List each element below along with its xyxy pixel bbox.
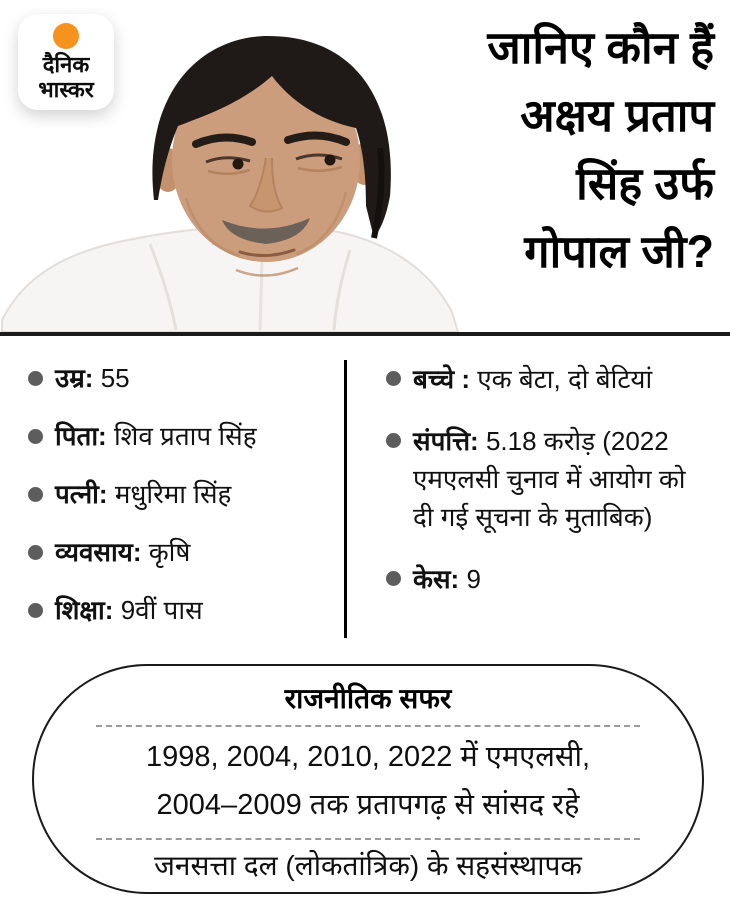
journey-milestone-line1: 1998, 2004, 2010, 2022 में एमएलसी, [145, 741, 591, 773]
bullet-icon [28, 545, 43, 560]
dotted-divider [96, 838, 640, 840]
fact-value: 5.18 करोड़ (2022 एमएलसी चुनाव में आयोग को दी गई सूचना के मुताबिक) [413, 426, 686, 532]
bullet-icon [386, 371, 401, 386]
page-title [487, 14, 714, 286]
fact-value: एक बेटा, दो बेटियां [477, 364, 653, 394]
journey-title: राजनीतिक सफर [284, 683, 452, 714]
facts-column-right [386, 360, 712, 622]
brand-name-line1: दैनिक [42, 52, 90, 77]
fact-value: कृषि [148, 537, 191, 567]
sun-icon [53, 23, 79, 49]
fact-label: संपत्ति: [413, 426, 479, 456]
fact-father [28, 418, 333, 455]
dainik-bhaskar-logo [18, 14, 114, 110]
fact-value: 9वीं पास [120, 595, 203, 625]
bullet-icon [386, 571, 401, 586]
fact-assets [386, 422, 712, 536]
political-journey-box [32, 664, 704, 894]
fact-label: शिक्षा: [55, 595, 114, 625]
fact-education [28, 592, 333, 629]
bullet-icon [386, 433, 401, 448]
headline-line-3: सिंह उर्फ [576, 158, 714, 209]
fact-label: पिता: [55, 421, 107, 451]
fact-label: केस: [413, 564, 460, 594]
bullet-icon [28, 487, 43, 502]
fact-label: उम्र: [55, 363, 94, 393]
fact-age [28, 360, 333, 397]
journey-milestone-line2: 2004–2009 तक प्रतापगढ़ से सांसद रहे [156, 789, 580, 821]
headline-line-1: जानिए कौन हैं [487, 22, 714, 73]
fact-label: व्यवसाय: [55, 537, 142, 567]
fact-value: मधुरिमा सिंह [114, 479, 232, 509]
fact-value: 9 [466, 564, 481, 594]
fact-value: शिव प्रताप सिंह [113, 421, 257, 451]
fact-label: पत्नी: [55, 479, 108, 509]
dotted-divider [96, 725, 640, 727]
bullet-icon [28, 371, 43, 386]
fact-label: बच्चे : [413, 364, 471, 394]
header-section [0, 0, 730, 336]
bullet-icon [28, 429, 43, 444]
headline-line-4: गोपाल जी? [524, 226, 714, 277]
facts-column-left [28, 360, 333, 650]
bullet-icon [28, 603, 43, 618]
fact-children [386, 360, 712, 398]
fact-occupation [28, 534, 333, 571]
fact-cases [386, 560, 712, 598]
brand-name-line2: भास्कर [38, 77, 94, 102]
column-divider [344, 360, 347, 638]
journey-footer: जनसत्ता दल (लोकतांत्रिक) के सहसंस्थापक [154, 850, 582, 881]
headline-line-2: अक्षय प्रताप [520, 90, 714, 141]
facts-section [0, 336, 730, 664]
fact-wife [28, 476, 333, 513]
fact-value: 55 [100, 363, 130, 393]
journey-milestones [34, 733, 702, 829]
